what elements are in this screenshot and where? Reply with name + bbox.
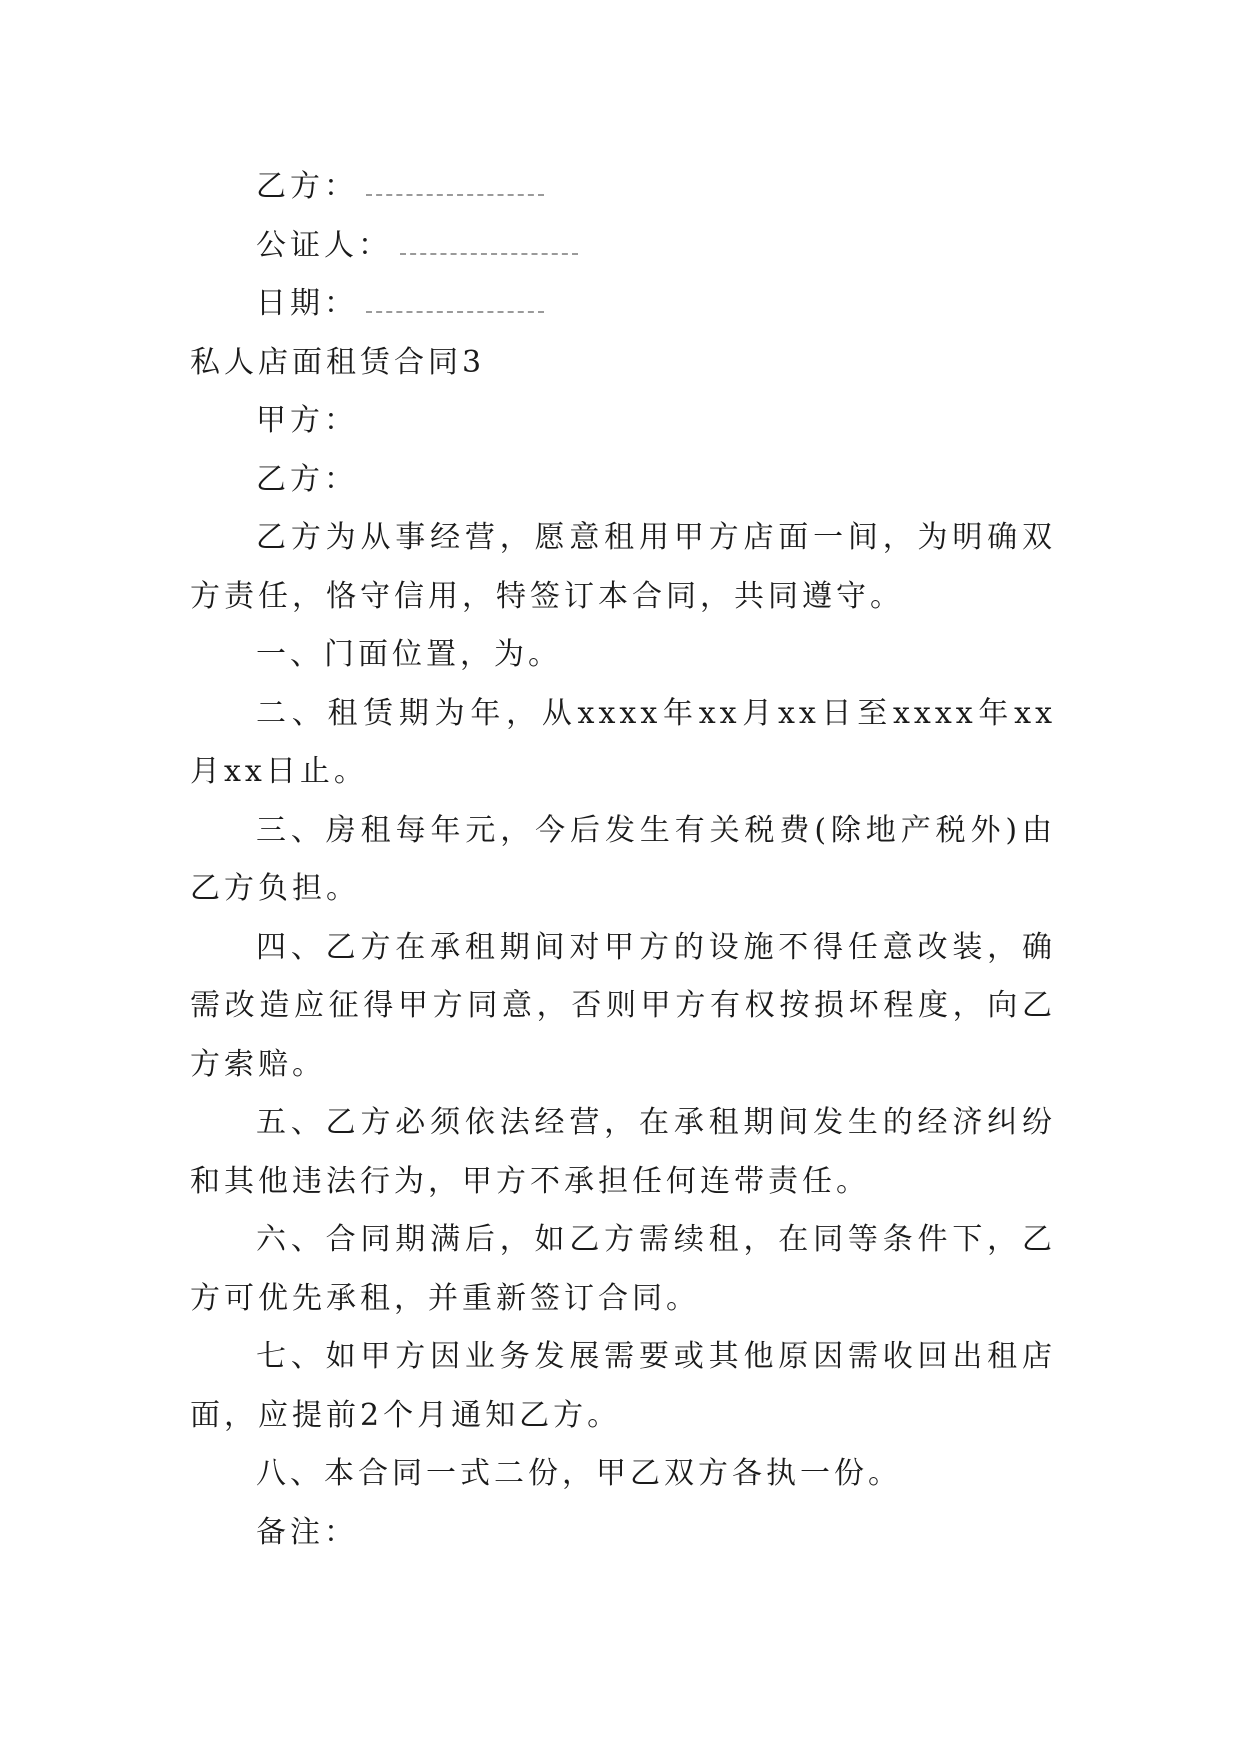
clause-7: 七、如甲方因业务发展需要或其他原因需收回出租店面，应提前2个月通知乙方。 <box>190 1339 1056 1433</box>
signature-line-party-b <box>190 158 1056 217</box>
clause-2: 二、租赁期为年，从xxxx年xx月xx日至xxxx年xx月xx日止。 <box>190 695 1056 789</box>
signature-line-notary <box>190 217 1056 276</box>
clause-1: 一、门面位置，为。 <box>256 637 562 672</box>
signature-blank <box>366 311 544 313</box>
preamble-paragraph: 乙方为从事经营，愿意租用甲方店面一间，为明确双方责任，恪守信用，特签订本合同，共同遵守。 <box>190 520 1056 614</box>
clause-5: 五、乙方必须依法经营，在承租期间发生的经济纠纷和其他违法行为，甲方不承担任何连带责任。 <box>190 1105 1056 1199</box>
signature-label: 公证人： <box>256 227 392 263</box>
clause-4: 四、乙方在承租期间对甲方的设施不得任意改装，确需改造应征得甲方同意，否则甲方有权按损坏程度，向乙方索赔。 <box>190 929 1056 1082</box>
contract-title: 私人店面租赁合同3 <box>190 344 486 380</box>
signature-line-date <box>190 275 1056 334</box>
remarks-label: 备注： <box>256 1514 358 1550</box>
document-body <box>190 158 1056 1562</box>
clause-3: 三、房租每年元，今后发生有关税费(除地产税外)由乙方负担。 <box>190 812 1056 906</box>
signature-label: 日期： <box>256 286 358 321</box>
clause-6: 六、合同期满后，如乙方需续租，在同等条件下，乙方可优先承租，并重新签订合同。 <box>190 1222 1056 1316</box>
party-b-line: 乙方： <box>256 461 358 497</box>
party-a-line: 甲方： <box>256 403 358 438</box>
signature-blank <box>366 194 544 196</box>
signature-label: 乙方： <box>256 169 358 204</box>
signature-blank <box>400 253 578 255</box>
clause-8: 八、本合同一式二份，甲乙双方各执一份。 <box>256 1456 902 1491</box>
